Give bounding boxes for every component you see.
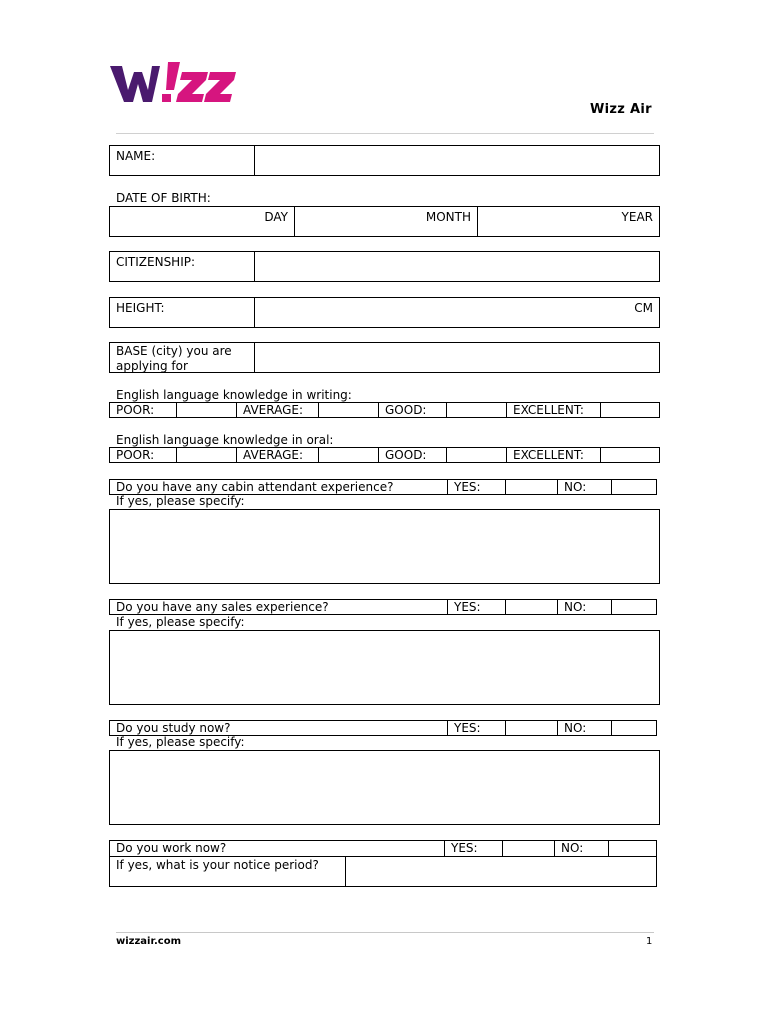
footer-url: wizzair.com — [116, 936, 182, 947]
name-row — [109, 145, 660, 176]
oral-poor-label: POOR: — [116, 448, 155, 462]
name-label: NAME: — [116, 149, 156, 163]
study-specify-label: If yes, please specify: — [116, 735, 245, 749]
sales-no-label: NO: — [557, 600, 611, 614]
sales-yes-label: YES: — [447, 600, 505, 614]
citizenship-field[interactable] — [254, 252, 659, 281]
writing-average-field[interactable] — [318, 403, 378, 417]
work-table — [109, 840, 657, 887]
study-yes-label: YES: — [447, 721, 505, 735]
cabin-question-row — [109, 479, 657, 495]
study-question: Do you study now? — [116, 721, 231, 735]
writing-poor-field[interactable] — [176, 403, 236, 417]
writing-good-label: GOOD: — [378, 403, 446, 417]
base-field[interactable] — [254, 343, 659, 372]
header-divider — [116, 133, 654, 134]
citizenship-label: CITIZENSHIP: — [116, 255, 196, 269]
work-question-row — [110, 841, 656, 857]
cabin-yes-field[interactable] — [505, 480, 557, 494]
sales-specify-field[interactable] — [109, 630, 660, 705]
writing-excellent-field[interactable] — [600, 403, 659, 417]
dob-month-field[interactable] — [294, 207, 477, 236]
oral-average-label: AVERAGE: — [236, 448, 318, 462]
dob-year-field[interactable] — [477, 207, 659, 236]
oral-excellent-label: EXCELLENT: — [506, 448, 600, 462]
cabin-yes-label: YES: — [447, 480, 505, 494]
height-row — [109, 297, 660, 328]
english-oral-title: English language knowledge in oral: — [116, 433, 334, 447]
wizz-logo — [108, 60, 238, 108]
sales-question-row — [109, 599, 657, 615]
cabin-specify-field[interactable] — [109, 509, 660, 584]
dob-row — [109, 206, 660, 237]
oral-average-field[interactable] — [318, 448, 378, 462]
english-writing-row — [109, 402, 660, 418]
brand-name: Wizz Air — [590, 102, 652, 117]
base-row — [109, 342, 660, 373]
work-no-field[interactable] — [608, 841, 656, 856]
dob-year-label: YEAR — [621, 210, 653, 224]
study-no-label: NO: — [557, 721, 611, 735]
sales-question: Do you have any sales experience? — [116, 600, 329, 614]
base-label: BASE (city) you are applying for — [116, 344, 232, 373]
name-field[interactable] — [254, 146, 659, 175]
cabin-question: Do you have any cabin attendant experience? — [116, 480, 394, 494]
dob-label: DATE OF BIRTH: — [116, 191, 211, 205]
work-notice-label: If yes, what is your notice period? — [116, 858, 319, 872]
work-notice-field[interactable] — [345, 857, 656, 886]
height-unit: CM — [634, 301, 653, 315]
height-label: HEIGHT: — [116, 301, 165, 315]
work-yes-field[interactable] — [502, 841, 554, 856]
height-field[interactable] — [254, 298, 659, 327]
oral-good-field[interactable] — [446, 448, 506, 462]
study-specify-field[interactable] — [109, 750, 660, 825]
study-question-row — [109, 720, 657, 736]
sales-specify-label: If yes, please specify: — [116, 615, 245, 629]
cabin-specify-label: If yes, please specify: — [116, 494, 245, 508]
writing-good-field[interactable] — [446, 403, 506, 417]
writing-poor-label: POOR: — [116, 403, 155, 417]
dob-day-field[interactable] — [110, 207, 294, 236]
oral-excellent-field[interactable] — [600, 448, 659, 462]
citizenship-row — [109, 251, 660, 282]
work-no-label: NO: — [554, 841, 608, 856]
study-yes-field[interactable] — [505, 721, 557, 735]
work-question: Do you work now? — [116, 841, 227, 855]
dob-day-label: DAY — [264, 210, 288, 224]
cabin-no-field[interactable] — [611, 480, 656, 494]
sales-yes-field[interactable] — [505, 600, 557, 614]
work-yes-label: YES: — [444, 841, 502, 856]
study-no-field[interactable] — [611, 721, 656, 735]
english-writing-title: English language knowledge in writing: — [116, 388, 352, 402]
oral-poor-field[interactable] — [176, 448, 236, 462]
oral-good-label: GOOD: — [378, 448, 446, 462]
dob-month-label: MONTH — [425, 210, 471, 224]
work-notice-row — [110, 857, 656, 886]
footer-divider — [116, 932, 654, 933]
writing-excellent-label: EXCELLENT: — [506, 403, 600, 417]
writing-average-label: AVERAGE: — [236, 403, 318, 417]
cabin-no-label: NO: — [557, 480, 611, 494]
page-number: 1 — [646, 936, 653, 947]
sales-no-field[interactable] — [611, 600, 656, 614]
english-oral-row — [109, 447, 660, 463]
